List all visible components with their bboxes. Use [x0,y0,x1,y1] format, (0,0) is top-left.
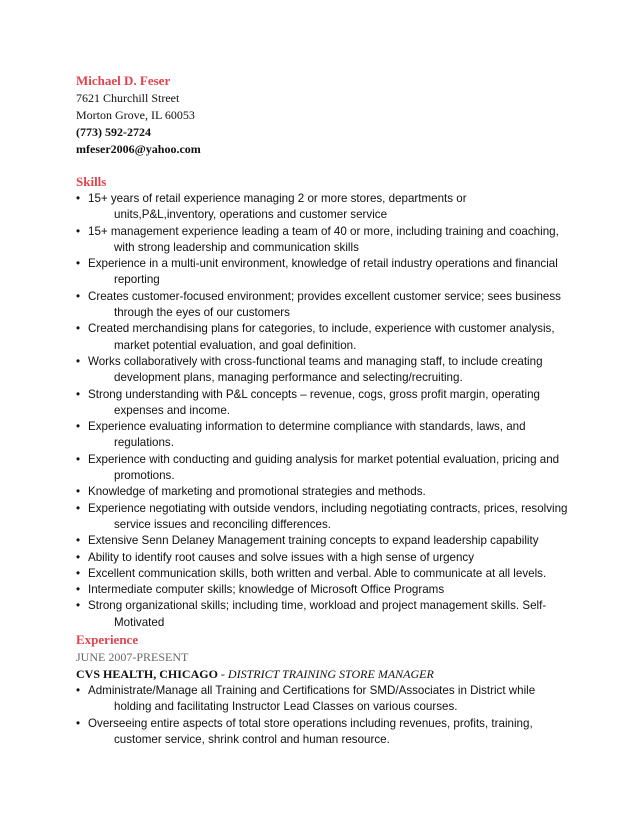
list-item-continuation: promotions. [114,469,175,483]
bullet-icon: • [76,684,81,698]
job-role: DISTRICT TRAINING STORE MANAGER [227,667,434,682]
bullet-icon: • [76,420,81,434]
email-address: mfeser2006@yahoo.com [76,142,201,156]
list-item-text: Creates customer-focused environment; provides excellent customer service; sees business [88,289,561,303]
list-item-text: Created merchandising plans for categories, to include, experience with customer analysis, [88,322,555,336]
list-item-text: Experience negotiating with outside vendors, including negotiating contracts, prices, resolving [88,501,568,515]
job-separator: - [217,667,228,682]
list-item-continuation: market potential evaluation, and goal definition. [114,338,357,352]
list-item-continuation: units,P&L,inventory, operations and customer service [114,208,388,222]
company-name: CVS HEALTH, CHICAGO [76,667,218,682]
list-item-text: Strong understanding with P&L concepts – revenue, cogs, gross profit margin, operating [88,387,540,401]
list-item-text: 15+ management experience leading a team of 40 or more, including training and coaching, [88,224,559,238]
list-item-continuation: with strong leadership and communication skills [114,240,359,254]
bullet-icon: • [76,716,81,730]
list-item [76,501,568,534]
contact-block [76,72,562,158]
experience-duties-list [76,683,562,748]
list-item-continuation: service issues and reconciling differences. [114,517,331,531]
bullet-icon: • [76,224,81,238]
list-item-text: Experience in a multi-unit environment, knowledge of retail industry operations and financial [88,257,558,271]
list-item-continuation: regulations. [114,436,174,450]
list-item-continuation: holding and facilitating Instructor Lead Classes on various courses. [114,700,458,714]
street-address: 7621 Churchill Street [76,91,180,105]
list-item-text: 15+ years of retail experience managing 2 or more stores, departments or [88,192,467,205]
bullet-icon: • [76,192,81,205]
list-item [76,598,562,631]
list-item-text: Experience with conducting and guiding analysis for market potential evaluation, pricing and [88,452,560,466]
skills-heading: Skills [76,174,107,189]
skills-list [76,191,568,631]
job-date-range: JUNE 2007-PRESENT [76,650,189,665]
list-item-text: Ability to identify root causes and solve issues with a high sense of urgency [88,550,475,564]
list-item [76,354,562,387]
list-item [76,716,562,749]
person-name: Michael D. Feser [76,73,171,88]
bullet-icon: • [76,599,81,613]
job-title-line [76,666,562,683]
list-item [76,289,562,322]
list-item [76,484,562,500]
list-item [76,566,562,582]
bullet-icon: • [76,583,81,597]
bullet-icon: • [76,387,81,401]
list-item-continuation: development plans, managing performance and selecting/recruiting. [114,371,463,385]
bullet-icon: • [76,534,81,548]
bullet-icon: • [76,354,81,368]
list-item [76,191,562,224]
list-item-continuation: Motivated [114,615,165,629]
list-item [76,387,562,420]
list-item [76,224,562,257]
bullet-icon: • [76,501,81,515]
list-item [76,419,562,452]
list-item-continuation: reporting [114,273,160,287]
bullet-icon: • [76,566,81,580]
bullet-icon: • [76,485,81,499]
city-state-zip: Morton Grove, IL 60053 [76,108,195,122]
bullet-icon: • [76,550,81,564]
list-item-text: Works collaboratively with cross-functional teams and managing staff, to include creating [88,354,543,368]
list-item [76,256,562,289]
list-item [76,452,562,485]
list-item-continuation: customer service, shrink control and human resource. [114,732,390,746]
list-item-text: Overseeing entire aspects of total store operations including revenues, profits, training, [88,716,533,730]
list-item-text: Excellent communication skills, both written and verbal. Able to communicate at all levels. [88,566,547,580]
bullet-icon: • [76,289,81,303]
experience-heading: Experience [76,632,139,648]
list-item-continuation: expenses and income. [114,403,231,417]
phone-number: (773) 592-2724 [76,125,151,139]
list-item [76,582,562,598]
list-item [76,533,562,549]
list-item-text: Extensive Senn Delaney Management training concepts to expand leadership capability [88,534,539,548]
list-item [76,321,562,354]
bullet-icon: • [76,322,81,336]
list-item-continuation: through the eyes of our customers [114,306,290,320]
list-item-text: Administrate/Manage all Training and Certifications for SMD/Associates in District while [88,684,536,698]
list-item-text: Intermediate computer skills; knowledge of Microsoft Office Programs [88,583,445,597]
list-item-text: Knowledge of marketing and promotional strategies and methods. [88,485,426,499]
bullet-icon: • [76,257,81,271]
list-item [76,683,562,716]
list-item-text: Strong organizational skills; including time, workload and project management skills. Self- [88,599,547,613]
bullet-icon: • [76,452,81,466]
list-item-text: Experience evaluating information to determine compliance with standards, laws, and [88,420,526,434]
list-item [76,550,562,566]
